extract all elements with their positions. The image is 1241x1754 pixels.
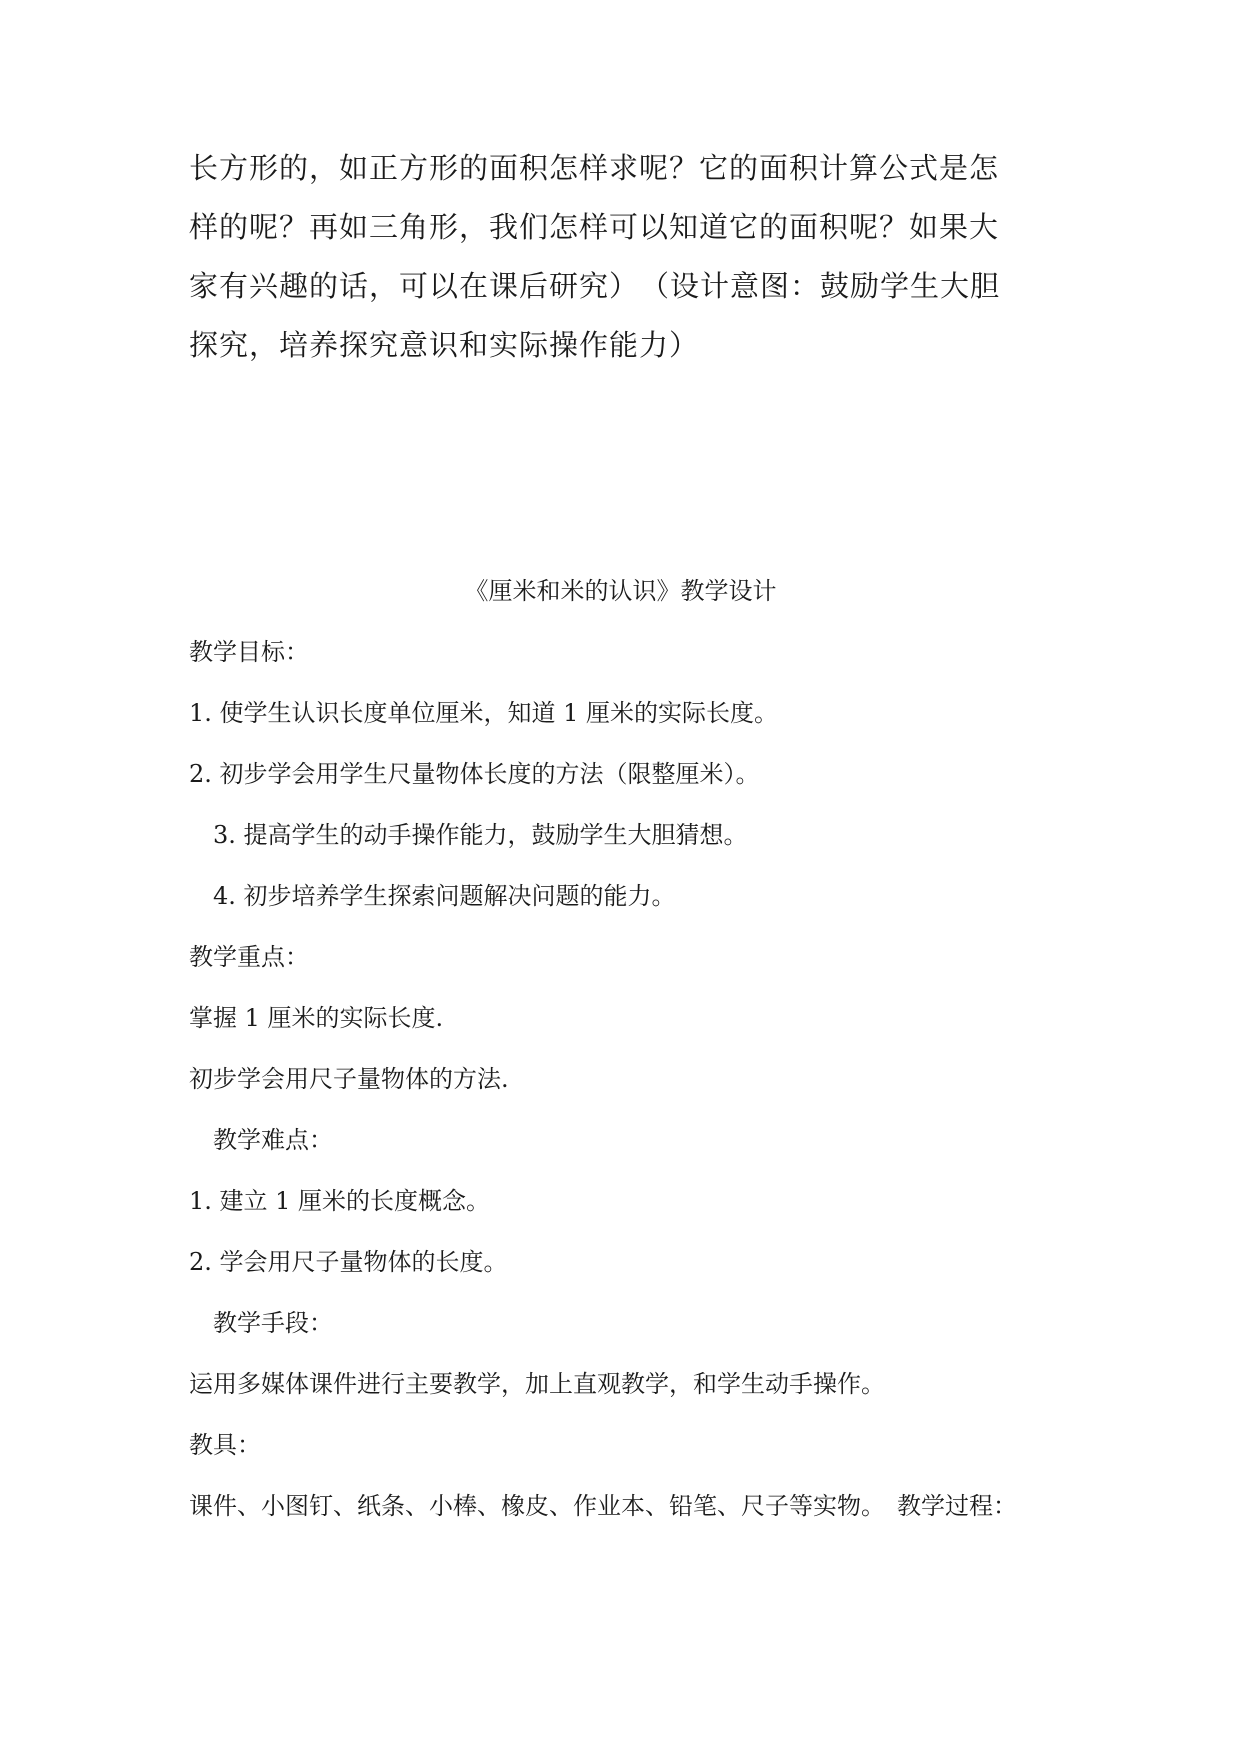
intro-line-1: 长方形的，如正方形的面积怎样求呢？它的面积计算公式是怎 — [189, 151, 1000, 185]
intro-line-2: 样的呢？再如三角形，我们怎样可以知道它的面积呢？如果大 — [189, 210, 1000, 244]
means-heading: 教学手段： — [213, 1309, 333, 1337]
goal-item-4: 4. 初步培养学生探索问题解决问题的能力。 — [213, 882, 676, 910]
difficulty-item-1: 1. 建立 1 厘米的长度概念。 — [189, 1187, 491, 1215]
difficulties-heading: 教学难点： — [213, 1126, 333, 1154]
goal-item-2: 2. 初步学会用学生尺量物体长度的方法（限整厘米）。 — [189, 760, 760, 788]
document-title: 《厘米和米的认识》教学设计 — [464, 577, 777, 605]
intro-line-3: 家有兴趣的话，可以在课后研究） （设计意图：鼓励学生大胆 — [189, 269, 1001, 303]
means-text: 运用多媒体课件进行主要教学，加上直观教学，和学生动手操作。 — [189, 1370, 885, 1398]
key-point-item-1: 掌握 1 厘米的实际长度. — [189, 1004, 444, 1032]
goal-item-1: 1. 使学生认识长度单位厘米，知道 1 厘米的实际长度。 — [189, 699, 779, 727]
goals-heading: 教学目标： — [189, 638, 309, 666]
tools-heading: 教具： — [189, 1431, 261, 1459]
goal-item-3: 3. 提高学生的动手操作能力，鼓励学生大胆猜想。 — [213, 821, 748, 849]
key-points-heading: 教学重点： — [189, 943, 309, 971]
tools-text: 课件、小图钉、纸条、小棒、橡皮、作业本、铅笔、尺子等实物。 教学过程： — [189, 1492, 1017, 1520]
intro-line-4: 探究，培养探究意识和实际操作能力） — [189, 328, 700, 362]
difficulty-item-2: 2. 学会用尺子量物体的长度。 — [189, 1248, 508, 1276]
key-point-item-2: 初步学会用尺子量物体的方法. — [189, 1065, 509, 1093]
